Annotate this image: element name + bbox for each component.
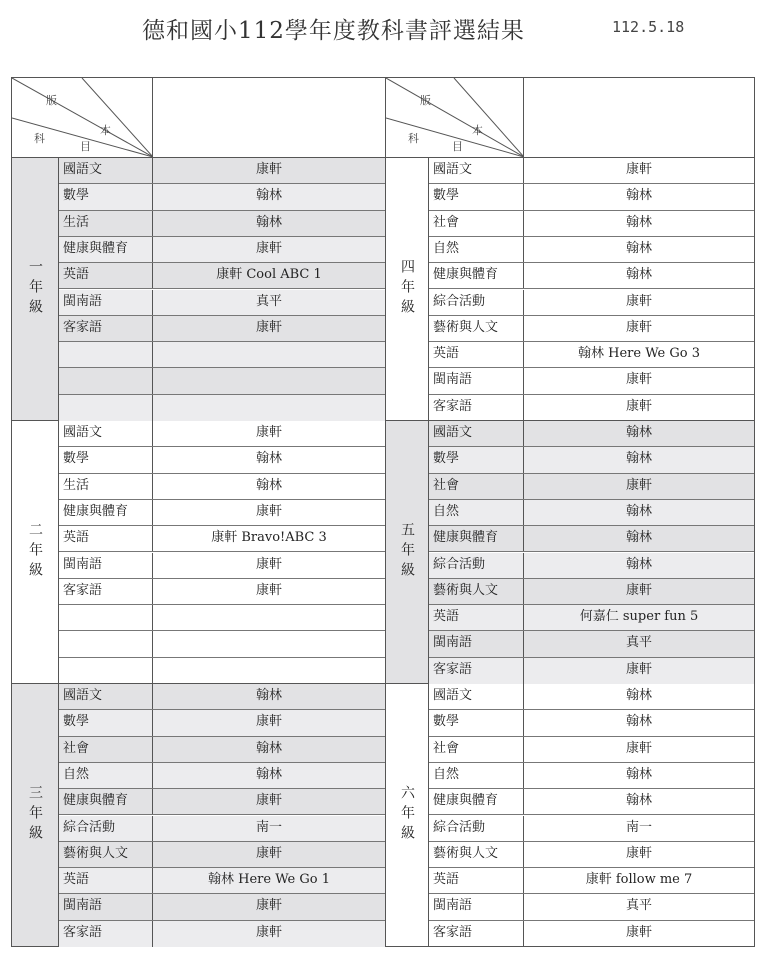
table-row (429, 368, 754, 394)
subject-cell: 客家語 (429, 658, 524, 684)
publisher-cell: 康軒 (625, 398, 652, 414)
subject-cell: 閩南語 (429, 894, 524, 919)
table-header-left (12, 78, 385, 158)
table-row (59, 868, 385, 894)
publisher-cell: 康軒 (255, 714, 282, 730)
subject-cell: 數學 (59, 447, 153, 472)
publisher-cell: 翰林 Here We Go 1 (208, 872, 330, 888)
header-blank-cell (524, 78, 754, 157)
table-row (59, 605, 385, 631)
grade-label-cell (12, 684, 59, 946)
publisher-cell: 何嘉仁 super fun 5 (579, 609, 699, 625)
publisher-cell: 翰林 (625, 267, 652, 283)
publisher-cell: 康軒 (625, 582, 652, 598)
grade-label-cell (12, 158, 59, 420)
publisher-cell: 真平 (625, 635, 652, 651)
subject-cell: 閩南語 (59, 553, 153, 578)
subject-cell: 國語文 (59, 421, 153, 446)
subject-cell: 國語文 (429, 421, 524, 446)
table-row (59, 316, 385, 342)
table-row (59, 290, 385, 316)
table-row (429, 842, 754, 868)
subject-cell: 閩南語 (59, 290, 153, 315)
publisher-cell: 康軒 (625, 293, 652, 309)
publisher-cell: 康軒 follow me 7 (585, 872, 693, 888)
publisher-cell: 康軒 (625, 845, 652, 861)
subject-cell: 自然 (429, 500, 524, 525)
table-row (59, 395, 385, 421)
table-row (429, 579, 754, 605)
publisher-cell (153, 342, 385, 367)
publisher-cell: 翰林 (625, 451, 652, 467)
publisher-cell: 康軒 (255, 425, 282, 440)
publisher-cell: 康軒 (255, 556, 282, 572)
table-row (59, 842, 385, 868)
table-row (429, 868, 754, 894)
subject-cell: 國語文 (429, 684, 524, 709)
table-row (429, 553, 754, 579)
grade-label-cell (12, 421, 59, 683)
table-row (59, 421, 385, 447)
publisher-cell: 康軒 (255, 924, 282, 940)
table-row (429, 894, 754, 920)
publisher-cell (153, 605, 385, 630)
table-row (429, 737, 754, 763)
subject-cell: 社會 (59, 737, 153, 762)
table-row (59, 658, 385, 684)
grade-label-cell (386, 421, 429, 683)
publisher-cell: 康軒 (255, 845, 282, 861)
table-row (429, 500, 754, 526)
grade-block (12, 158, 385, 421)
grade-block (386, 684, 754, 947)
table-row (429, 447, 754, 473)
header-label-mid: 本 (472, 124, 483, 137)
table-row (429, 631, 754, 657)
grade-block (12, 421, 385, 684)
subject-cell: 英語 (429, 605, 524, 630)
publisher-cell: 康軒 (255, 503, 282, 519)
header-label-bottom: 目 (452, 140, 463, 153)
table-row (429, 342, 754, 368)
table-row (429, 421, 754, 447)
publisher-cell: 翰林 Here We Go 3 (578, 346, 700, 362)
table-row (59, 631, 385, 657)
publisher-cell: 翰林 (625, 688, 652, 703)
publisher-cell: 翰林 (625, 240, 652, 256)
header-blank-cell (153, 78, 385, 157)
subject-cell: 藝術與人文 (429, 316, 524, 341)
publisher-cell: 翰林 (255, 477, 282, 493)
publisher-cell: 翰林 (255, 688, 282, 703)
grade-label: 四年級 (399, 259, 415, 319)
subject-cell: 數學 (429, 447, 524, 472)
grade-label-cell (386, 684, 429, 946)
table-row (59, 763, 385, 789)
subject-cell: 健康與體育 (429, 526, 524, 551)
subject-cell (59, 342, 153, 367)
table-row (429, 658, 754, 684)
publisher-cell: 康軒 (255, 162, 282, 177)
subject-cell (59, 395, 153, 421)
subject-cell: 英語 (59, 526, 153, 551)
subject-cell: 英語 (429, 868, 524, 893)
subject-cell: 自然 (429, 237, 524, 262)
header-label-top: 版 (46, 94, 57, 107)
table-row (59, 263, 385, 289)
subject-cell: 綜合活動 (429, 290, 524, 315)
table-row (429, 290, 754, 316)
grade-label: 一年級 (27, 259, 43, 319)
subject-cell: 閩南語 (59, 894, 153, 919)
subject-cell: 數學 (59, 184, 153, 209)
subject-cell: 英語 (59, 868, 153, 893)
subject-cell: 健康與體育 (59, 789, 153, 814)
subject-cell: 健康與體育 (429, 263, 524, 288)
table-row (59, 500, 385, 526)
table-row (59, 737, 385, 763)
publisher-cell (153, 658, 385, 684)
table-row (429, 605, 754, 631)
table-row (429, 710, 754, 736)
table-row (429, 316, 754, 342)
subject-cell: 健康與體育 (429, 789, 524, 814)
publisher-cell: 康軒 (255, 240, 282, 256)
table-row (59, 684, 385, 710)
subject-cell: 閩南語 (429, 631, 524, 656)
subject-cell: 英語 (429, 342, 524, 367)
table-row (429, 395, 754, 421)
publisher-cell: 康軒 Cool ABC 1 (216, 267, 322, 283)
table-row (59, 579, 385, 605)
header-label-bottom: 目 (80, 140, 91, 153)
publisher-cell: 翰林 (625, 793, 652, 809)
subject-cell: 社會 (429, 737, 524, 762)
table-row (59, 184, 385, 210)
subject-cell: 客家語 (59, 921, 153, 947)
publisher-cell: 真平 (625, 898, 652, 914)
publisher-cell: 康軒 (625, 924, 652, 940)
subject-cell: 健康與體育 (59, 500, 153, 525)
table-row (429, 816, 754, 842)
grade-block (386, 158, 754, 421)
publisher-cell: 康軒 (625, 319, 652, 335)
subject-cell: 國語文 (429, 158, 524, 183)
publisher-cell: 康軒 (625, 740, 652, 756)
table-row (59, 553, 385, 579)
publisher-cell: 康軒 (255, 793, 282, 809)
subject-cell: 藝術與人文 (59, 842, 153, 867)
publisher-cell: 康軒 (625, 477, 652, 493)
header-label-top: 版 (420, 94, 431, 107)
publisher-cell: 翰林 (255, 451, 282, 467)
subject-cell: 客家語 (59, 579, 153, 604)
publisher-cell: 翰林 (625, 188, 652, 204)
table-row (429, 263, 754, 289)
table-row (59, 526, 385, 552)
subject-cell: 客家語 (429, 395, 524, 421)
table-row (59, 921, 385, 947)
table-row (59, 447, 385, 473)
publisher-cell: 康軒 (625, 661, 652, 677)
grade-block (386, 421, 754, 684)
header-label-mid: 本 (100, 124, 111, 137)
publisher-cell: 康軒 (255, 582, 282, 598)
subject-cell: 國語文 (59, 158, 153, 183)
publisher-cell: 翰林 (255, 740, 282, 756)
subject-cell (59, 631, 153, 656)
publisher-cell: 康軒 (625, 162, 652, 177)
publisher-cell: 真平 (255, 293, 282, 309)
publisher-cell: 南一 (625, 819, 652, 835)
table-row (59, 894, 385, 920)
table-row (59, 342, 385, 368)
table-row (59, 158, 385, 184)
publisher-cell: 翰林 (255, 214, 282, 230)
table-row (429, 921, 754, 947)
table-row (429, 526, 754, 552)
table-right-half (385, 77, 755, 947)
publisher-cell: 翰林 (625, 766, 652, 782)
table-row (429, 237, 754, 263)
subject-cell: 社會 (429, 474, 524, 499)
textbook-table (11, 77, 755, 947)
subject-cell: 國語文 (59, 684, 153, 709)
table-row (59, 368, 385, 394)
table-row (59, 789, 385, 815)
subject-cell: 生活 (59, 211, 153, 236)
table-row (429, 763, 754, 789)
header-corner-cell (12, 78, 153, 157)
subject-cell: 自然 (59, 763, 153, 788)
table-row (429, 158, 754, 184)
subject-cell: 數學 (59, 710, 153, 735)
publisher-cell: 翰林 (625, 214, 652, 230)
subject-cell: 社會 (429, 211, 524, 236)
table-header-right (386, 78, 754, 158)
publisher-cell: 翰林 (255, 766, 282, 782)
publisher-cell (153, 368, 385, 393)
publisher-cell (153, 395, 385, 421)
subject-cell: 藝術與人文 (429, 842, 524, 867)
table-row (59, 816, 385, 842)
subject-cell: 藝術與人文 (429, 579, 524, 604)
table-row (429, 684, 754, 710)
document-header (0, 8, 769, 48)
subject-cell: 客家語 (59, 316, 153, 341)
grade-label: 三年級 (27, 785, 43, 845)
document-title: 德和國小112學年度教科書評選結果 (142, 18, 525, 44)
publisher-cell: 康軒 Bravo!ABC 3 (211, 530, 327, 546)
table-row (59, 211, 385, 237)
subject-cell: 閩南語 (429, 368, 524, 393)
publisher-cell: 翰林 (625, 425, 652, 440)
subject-cell (59, 658, 153, 684)
subject-cell: 生活 (59, 474, 153, 499)
table-row (59, 710, 385, 736)
grade-label: 五年級 (399, 522, 415, 582)
header-label-left: 科 (34, 132, 45, 145)
publisher-cell: 翰林 (625, 503, 652, 519)
table-row (429, 474, 754, 500)
subject-cell: 綜合活動 (429, 553, 524, 578)
table-left-half (11, 77, 386, 947)
subject-cell (59, 368, 153, 393)
subject-cell: 綜合活動 (429, 816, 524, 841)
subject-cell: 英語 (59, 263, 153, 288)
document-date: 112.5.18 (612, 18, 685, 36)
table-row (429, 184, 754, 210)
publisher-cell: 翰林 (625, 556, 652, 572)
grade-block (12, 684, 385, 947)
publisher-cell: 康軒 (255, 319, 282, 335)
table-row (59, 474, 385, 500)
header-label-left: 科 (408, 132, 419, 145)
table-row (429, 789, 754, 815)
table-row (59, 237, 385, 263)
subject-cell: 綜合活動 (59, 816, 153, 841)
table-row (429, 211, 754, 237)
subject-cell (59, 605, 153, 630)
grade-label: 二年級 (27, 522, 43, 582)
publisher-cell: 翰林 (625, 530, 652, 546)
subject-cell: 自然 (429, 763, 524, 788)
publisher-cell: 南一 (255, 819, 282, 835)
subject-cell: 數學 (429, 184, 524, 209)
subject-cell: 健康與體育 (59, 237, 153, 262)
publisher-cell: 康軒 (255, 898, 282, 914)
subject-cell: 客家語 (429, 921, 524, 947)
publisher-cell: 康軒 (625, 372, 652, 388)
publisher-cell: 翰林 (255, 188, 282, 204)
subject-cell: 數學 (429, 710, 524, 735)
header-corner-cell (386, 78, 524, 157)
grade-label: 六年級 (399, 785, 415, 845)
publisher-cell (153, 631, 385, 656)
grade-label-cell (386, 158, 429, 420)
publisher-cell: 翰林 (625, 714, 652, 730)
